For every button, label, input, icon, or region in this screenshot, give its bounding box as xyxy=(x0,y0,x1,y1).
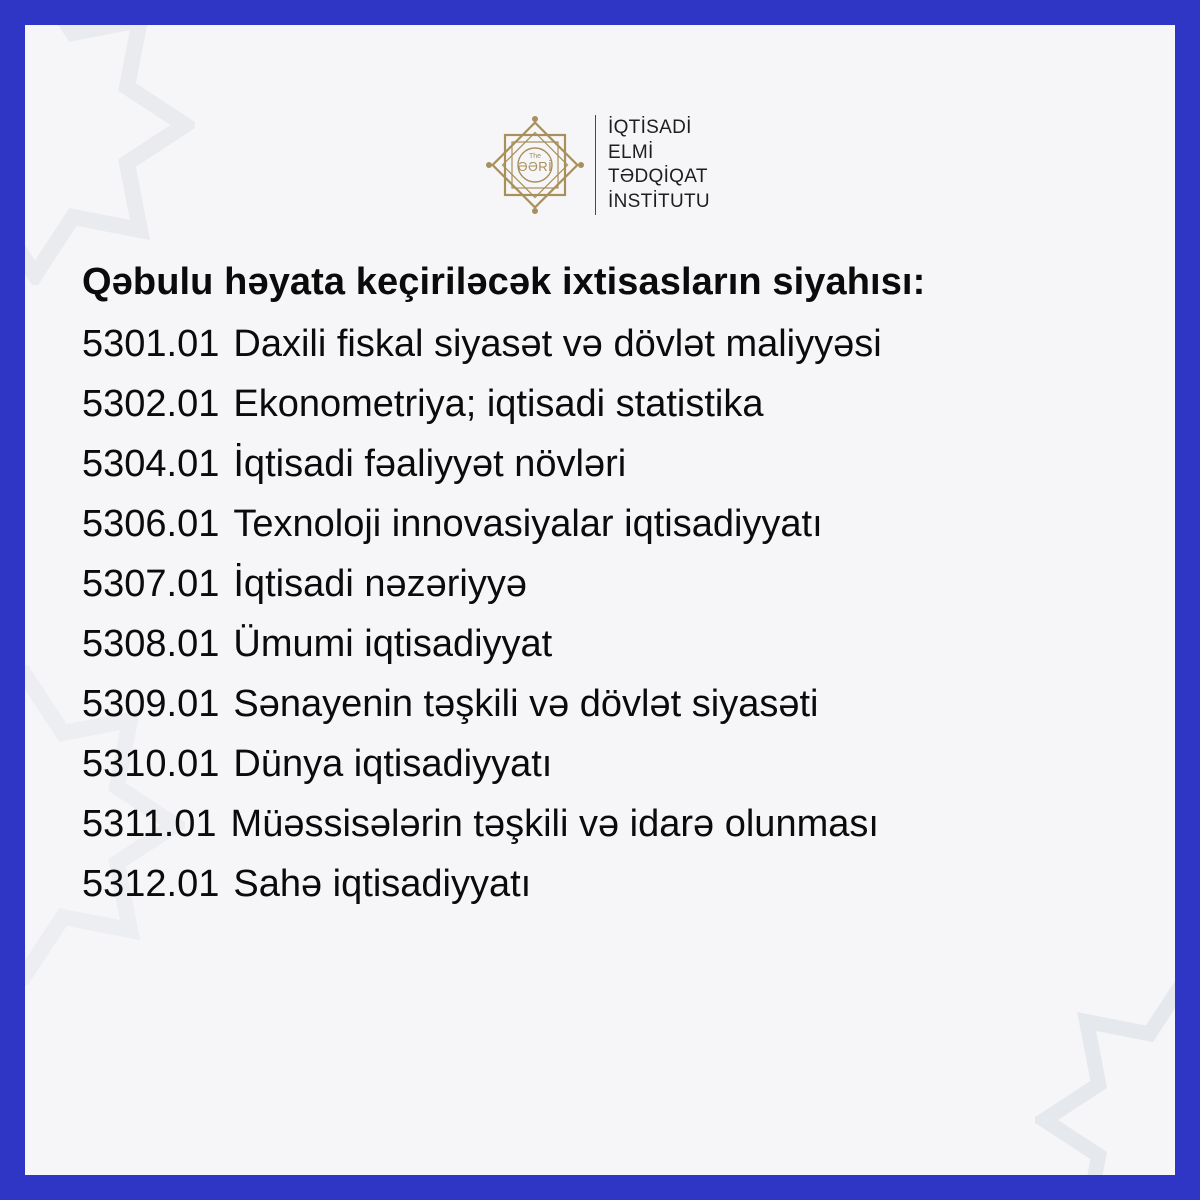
logo-line-4: İNSTİTUTU xyxy=(608,190,710,212)
list-item xyxy=(82,319,882,379)
specialty-code: 5309.01 xyxy=(82,683,220,725)
specialty-name: Ekonometriya; iqtisadi statistika xyxy=(233,383,764,425)
specialty-code: 5304.01 xyxy=(82,443,220,485)
specialty-name: Sahə iqtisadiyyatı xyxy=(233,863,532,905)
specialty-name: Müəssisələrin təşkili və idarə olunması xyxy=(230,803,879,845)
star-decoration-bottom-right xyxy=(1035,970,1175,1175)
star-decoration-top-left xyxy=(25,25,195,285)
emblem-text: ƏƏRİ xyxy=(517,159,553,174)
logo-text xyxy=(608,116,710,214)
emblem-small-text: The xyxy=(528,153,542,160)
list-item xyxy=(82,559,882,619)
specialty-code: 5311.01 xyxy=(82,803,217,845)
specialty-name: Sənayenin təşkili və dövlət siyasəti xyxy=(233,683,819,725)
specialty-name: İqtisadi nəzəriyyə xyxy=(233,563,527,605)
specialty-name: Ümumi iqtisadiyyat xyxy=(233,623,553,665)
card xyxy=(25,25,1175,1175)
institute-logo xyxy=(483,113,710,217)
specialty-code: 5310.01 xyxy=(82,743,220,785)
specialty-code: 5306.01 xyxy=(82,503,220,545)
specialty-code: 5302.01 xyxy=(82,383,220,425)
specialty-list xyxy=(82,319,882,919)
specialty-name: Dünya iqtisadiyyatı xyxy=(233,743,553,785)
list-item xyxy=(82,499,882,559)
list-item xyxy=(82,379,882,439)
specialty-code: 5301.01 xyxy=(82,323,220,365)
page-heading: Qəbulu həyata keçiriləcək ixtisasların siyahısı: xyxy=(82,261,926,303)
logo-line-1: İQTİSADİ xyxy=(608,117,692,138)
list-item xyxy=(82,439,882,499)
logo-divider xyxy=(595,115,596,215)
specialty-code: 5312.01 xyxy=(82,863,220,905)
list-item xyxy=(82,619,882,679)
list-item xyxy=(82,859,882,919)
specialty-code: 5308.01 xyxy=(82,623,220,665)
specialty-name: İqtisadi fəaliyyət növləri xyxy=(233,443,627,485)
logo-line-2: ELMİ xyxy=(608,141,654,163)
list-item xyxy=(82,799,882,859)
specialty-code: 5307.01 xyxy=(82,563,220,605)
specialty-name: Daxili fiskal siyasət və dövlət maliyyəsi xyxy=(233,323,882,365)
emblem-icon xyxy=(483,113,587,217)
logo-line-3: TƏDQİQAT xyxy=(608,166,708,187)
specialty-name: Texnoloji innovasiyalar iqtisadiyyatı xyxy=(233,503,823,545)
list-item xyxy=(82,739,882,799)
list-item xyxy=(82,679,882,739)
